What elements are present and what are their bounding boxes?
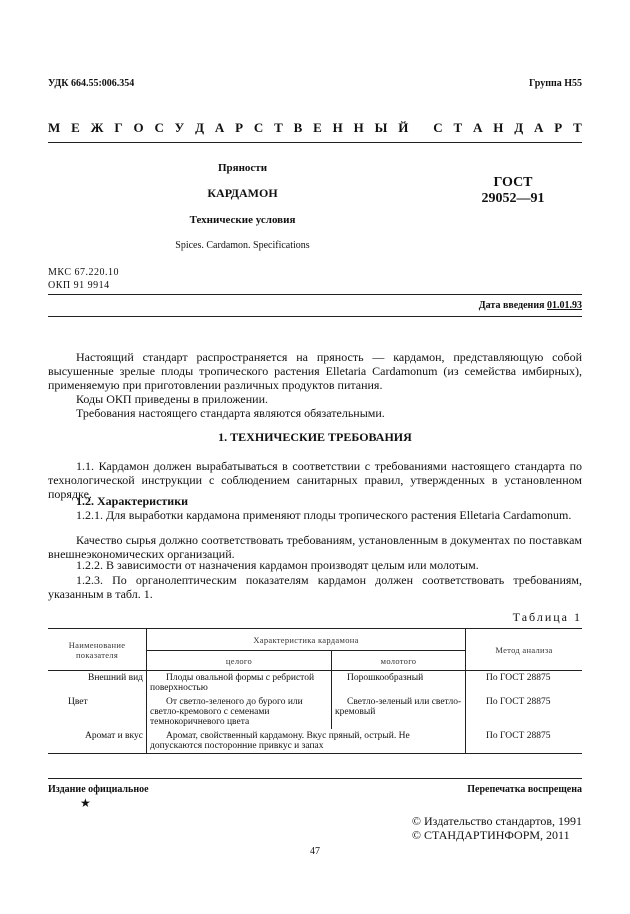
product-title: КАРДАМОН [207,186,278,200]
heading-letter: Н [353,120,364,135]
heading-letter: У [174,120,185,135]
date-label: Дата введения [478,300,545,311]
document-subtitle: Технические условия [189,214,296,226]
star-icon: ★ [80,796,91,810]
divider [48,778,582,779]
okp-note: Коды ОКП приведены в приложении. [76,392,269,406]
cell-name: Внешний вид [48,671,147,696]
heading-letter: С [433,120,443,135]
cell-name: Цвет [48,695,147,729]
heading-letter: А [473,120,483,135]
official-edition-label: Издание официальное [48,784,149,795]
divider [48,316,582,317]
okp-code: ОКП 91 9914 [48,280,110,291]
heading-letter: Й [398,120,409,135]
heading-letter: А [534,120,544,135]
heading-letter: Ж [90,120,104,135]
clause-1-1: 1.1. Кардамон должен вырабатываться в соответствии с требованиями настоящего стандарта по технологической инструкции с соблюдением санитарных правил, утвержденных в установленном порядке. [48,459,582,501]
gost-number [468,175,558,207]
date-value: 01.01.93 [547,300,582,311]
divider [48,294,582,295]
characteristics-table [48,628,582,754]
heading-letter: Р [554,120,563,135]
heading-letter: Н [332,120,343,135]
divider [48,142,582,143]
clause-1-2-3: 1.2.3. По органолептическим показателям кардамон должен соответствовать требованиям, указанным в табл. 1. [48,573,582,601]
heading-letter: М [48,120,61,135]
heading-letter: Д [514,120,524,135]
heading-letter: Е [71,120,80,135]
heading-letter: Т [453,120,463,135]
heading-letter: В [293,120,303,135]
cell-ground: Порошкообразный [332,671,466,696]
heading-letter: С [253,120,264,135]
clause-1-2-1: 1.2.1. Для выработки кардамона применяют плоды тропического растения Elletaria Cardamonum. [76,508,572,522]
cell-merged: Аромат, свойственный кардамону. Вкус пряный, острый. Не допускаются посторонние привкус и запах [147,729,466,754]
header-name: Наименование показателя [48,629,147,671]
heading-letter: Е [313,120,322,135]
cell-whole: От светло-зеленого до бурого или светло-кремового с семенами темнокоричневого цвета [147,695,332,729]
header-characteristic: Характеристика кардамона [147,629,466,651]
udk-code: УДК 664.55:006.354 [48,78,135,89]
cell-whole: Плоды овальной формы с ребристой поверхностью [147,671,332,696]
english-title: Spices. Cardamon. Specifications [175,240,310,251]
classification-codes [48,266,119,292]
header-whole: целого [147,651,332,671]
cell-name: Аромат и вкус [48,729,147,754]
heading-letter [419,120,422,136]
table-row [48,671,582,696]
table-row [48,695,582,729]
category-title: Пряности [217,162,268,174]
heading-letter: Р [235,120,244,135]
copyright-block [412,814,582,842]
heading-letter: А [214,120,225,135]
cell-method: По ГОСТ 28875 [466,729,583,754]
table-label: Таблица 1 [512,610,582,624]
cell-ground: Светло-зеленый или светло-кремовый [332,695,466,729]
group-code: Группа Н55 [529,78,582,89]
mandatory-note: Требования настоящего стандарта являются обязательными. [76,406,385,420]
mks-code: МКС 67.220.10 [48,267,119,278]
standard-type-heading [48,120,582,136]
raw-material-note: Качество сырья должно соответствовать требованиям, установленным в документах по поставкам внешнеэкономических организаций. [48,533,582,561]
clause-1-2: 1.2. Характеристики [76,494,189,508]
heading-letter: Т [573,120,582,135]
heading-letter: Ы [374,120,388,135]
cell-method: По ГОСТ 28875 [486,697,551,707]
reprint-notice: Перепечатка воспрещена [467,784,582,795]
heading-letter: Д [195,120,205,135]
copyright-line: © Издательство стандартов, 1991 [411,814,582,828]
heading-letter: Н [493,120,504,135]
intro-paragraph: Настоящий стандарт распространяется на пряность — кардамон, представляющую собой высушенные зрелые плоды тропического растения Elletaria Cardamonum (из семейства имбирных), применяемую при приготовлении различных продуктов питания. [48,350,582,392]
heading-letter: Т [274,120,283,135]
header-method: Метод анализа [466,629,583,671]
header-ground: молотого [332,651,466,671]
gost-code: 29052—91 [481,191,545,206]
page-number: 47 [310,846,320,857]
cell-method: По ГОСТ 28875 [486,673,551,683]
section-heading: 1. ТЕХНИЧЕСКИЕ ТРЕБОВАНИЯ [218,430,412,444]
copyright-line: © СТАНДАРТИНФОРМ, 2011 [411,828,570,842]
heading-letter: С [154,120,164,135]
introduction-date [479,300,582,311]
heading-letter: О [133,120,144,135]
table-row [48,729,582,754]
heading-letter: Г [114,120,123,135]
gost-label: ГОСТ [493,175,533,190]
clause-1-2-2: 1.2.2. В зависимости от назначения кардамон производят целым или молотым. [76,558,479,572]
